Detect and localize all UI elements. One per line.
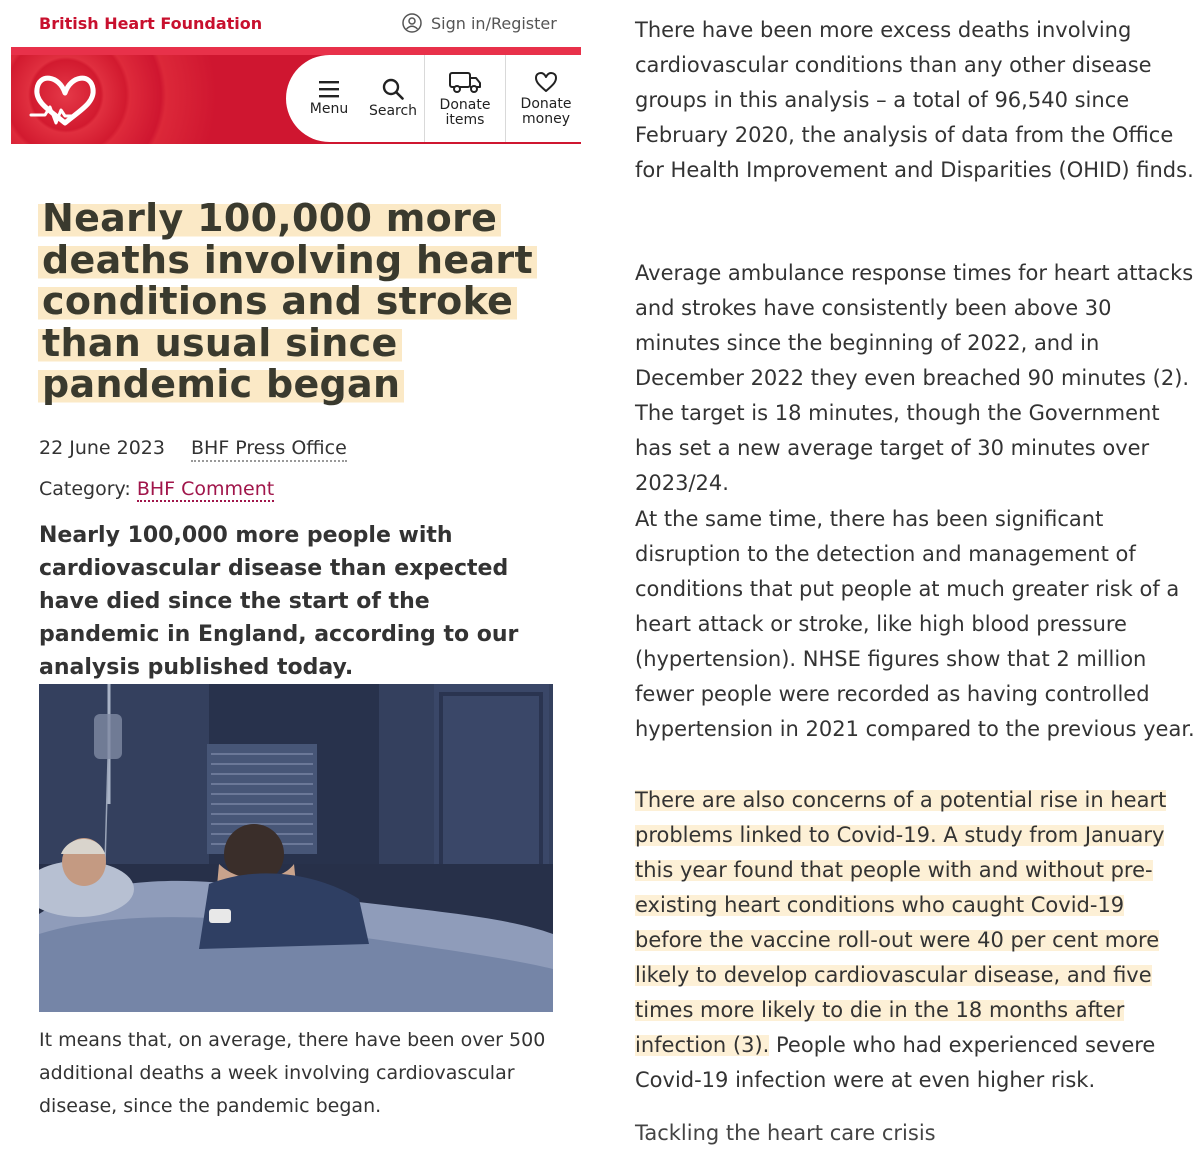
search-icon bbox=[382, 78, 404, 100]
search-button[interactable] bbox=[362, 55, 424, 142]
site-header bbox=[11, 47, 581, 144]
donate-money-line2: money bbox=[522, 110, 570, 127]
truck-icon bbox=[448, 70, 482, 94]
paragraph-covid bbox=[635, 783, 1195, 1098]
user-icon bbox=[402, 13, 422, 33]
next-heading-cutoff: Tackling the heart care crisis bbox=[635, 1121, 936, 1145]
category-link[interactable]: BHF Comment bbox=[136, 478, 275, 500]
header-nav bbox=[286, 55, 581, 142]
donate-items-line2: items bbox=[445, 111, 485, 128]
menu-label: Menu bbox=[309, 101, 349, 117]
sign-in-label: Sign in/Register bbox=[431, 13, 557, 33]
bhf-heart-logo-icon[interactable] bbox=[29, 63, 101, 129]
right-panel bbox=[600, 0, 1200, 1145]
donate-items-line1: Donate bbox=[439, 96, 491, 113]
category-line bbox=[39, 478, 274, 500]
author-link[interactable]: BHF Press Office bbox=[191, 437, 347, 462]
headline-text: Nearly 100,000 more deaths involving heart conditions and stroke than usual since pandemic began bbox=[38, 196, 537, 406]
category-label: Category: bbox=[39, 478, 131, 500]
photo-caption: It means that, on average, there have been over 500 additional deaths a week involving cardiovascular disease, since the pandemic began. bbox=[39, 1029, 546, 1117]
paragraph-excess-deaths: There have been more excess deaths involving cardiovascular conditions than any other disease groups in this analysis – a total of 96,540 since February 2020, the analysis of data from the Office for Health Improvement and Disparities (OHID) finds. bbox=[635, 18, 1194, 182]
donate-items-button[interactable] bbox=[424, 55, 506, 142]
header-stripe bbox=[11, 47, 581, 55]
search-label: Search bbox=[368, 103, 418, 119]
left-panel bbox=[0, 0, 600, 1126]
paragraph-hypertension: At the same time, there has been significant disruption to the detection and management of conditions that put people at much greater risk of a heart attack or stroke, like high blood pressure (hypertension). NHSE figures show that 2 million fewer people were recorded as having controlled hypertension in 2021 compared to the previous year. bbox=[635, 507, 1195, 741]
donate-money-line1: Donate bbox=[520, 95, 572, 112]
paragraph-ambulance: Average ambulance response times for heart attacks and strokes have consistently been above 30 minutes since the beginning of 2022, and in December 2022 they even breached 90 minutes (2). The target is 18 minutes, though the Government has set a new average target of 30 minutes over 2023/24. bbox=[635, 261, 1194, 495]
article-date: 22 June 2023 bbox=[39, 437, 165, 459]
menu-icon bbox=[318, 80, 340, 98]
article-intro: Nearly 100,000 more people with cardiovascular disease than expected have died since the start of the pandemic in England, according to our analysis published today. bbox=[39, 523, 519, 680]
article-photo bbox=[39, 684, 553, 1012]
brand-name[interactable]: British Heart Foundation bbox=[39, 14, 263, 33]
heart-outline-icon bbox=[534, 71, 558, 93]
highlighted-text: There are also concerns of a potential rise in heart problems linked to Covid-19. A study from January this year found that people with and without pre-existing heart conditions who caught Covid-19 before the vaccine roll-out were 40 per cent more likely to develop cardiovascular disease, and five times more likely to die in the 18 months after infection (3). bbox=[635, 788, 1167, 1057]
sign-in-link[interactable] bbox=[402, 13, 557, 33]
article-headline bbox=[38, 198, 538, 406]
paragraph-covid-rest: People who had experienced severe Covid-19 infection were at even higher risk. bbox=[635, 1033, 1156, 1092]
menu-button[interactable] bbox=[296, 55, 362, 142]
hospital-scene-image bbox=[39, 684, 553, 1012]
donate-money-button[interactable] bbox=[506, 55, 581, 142]
